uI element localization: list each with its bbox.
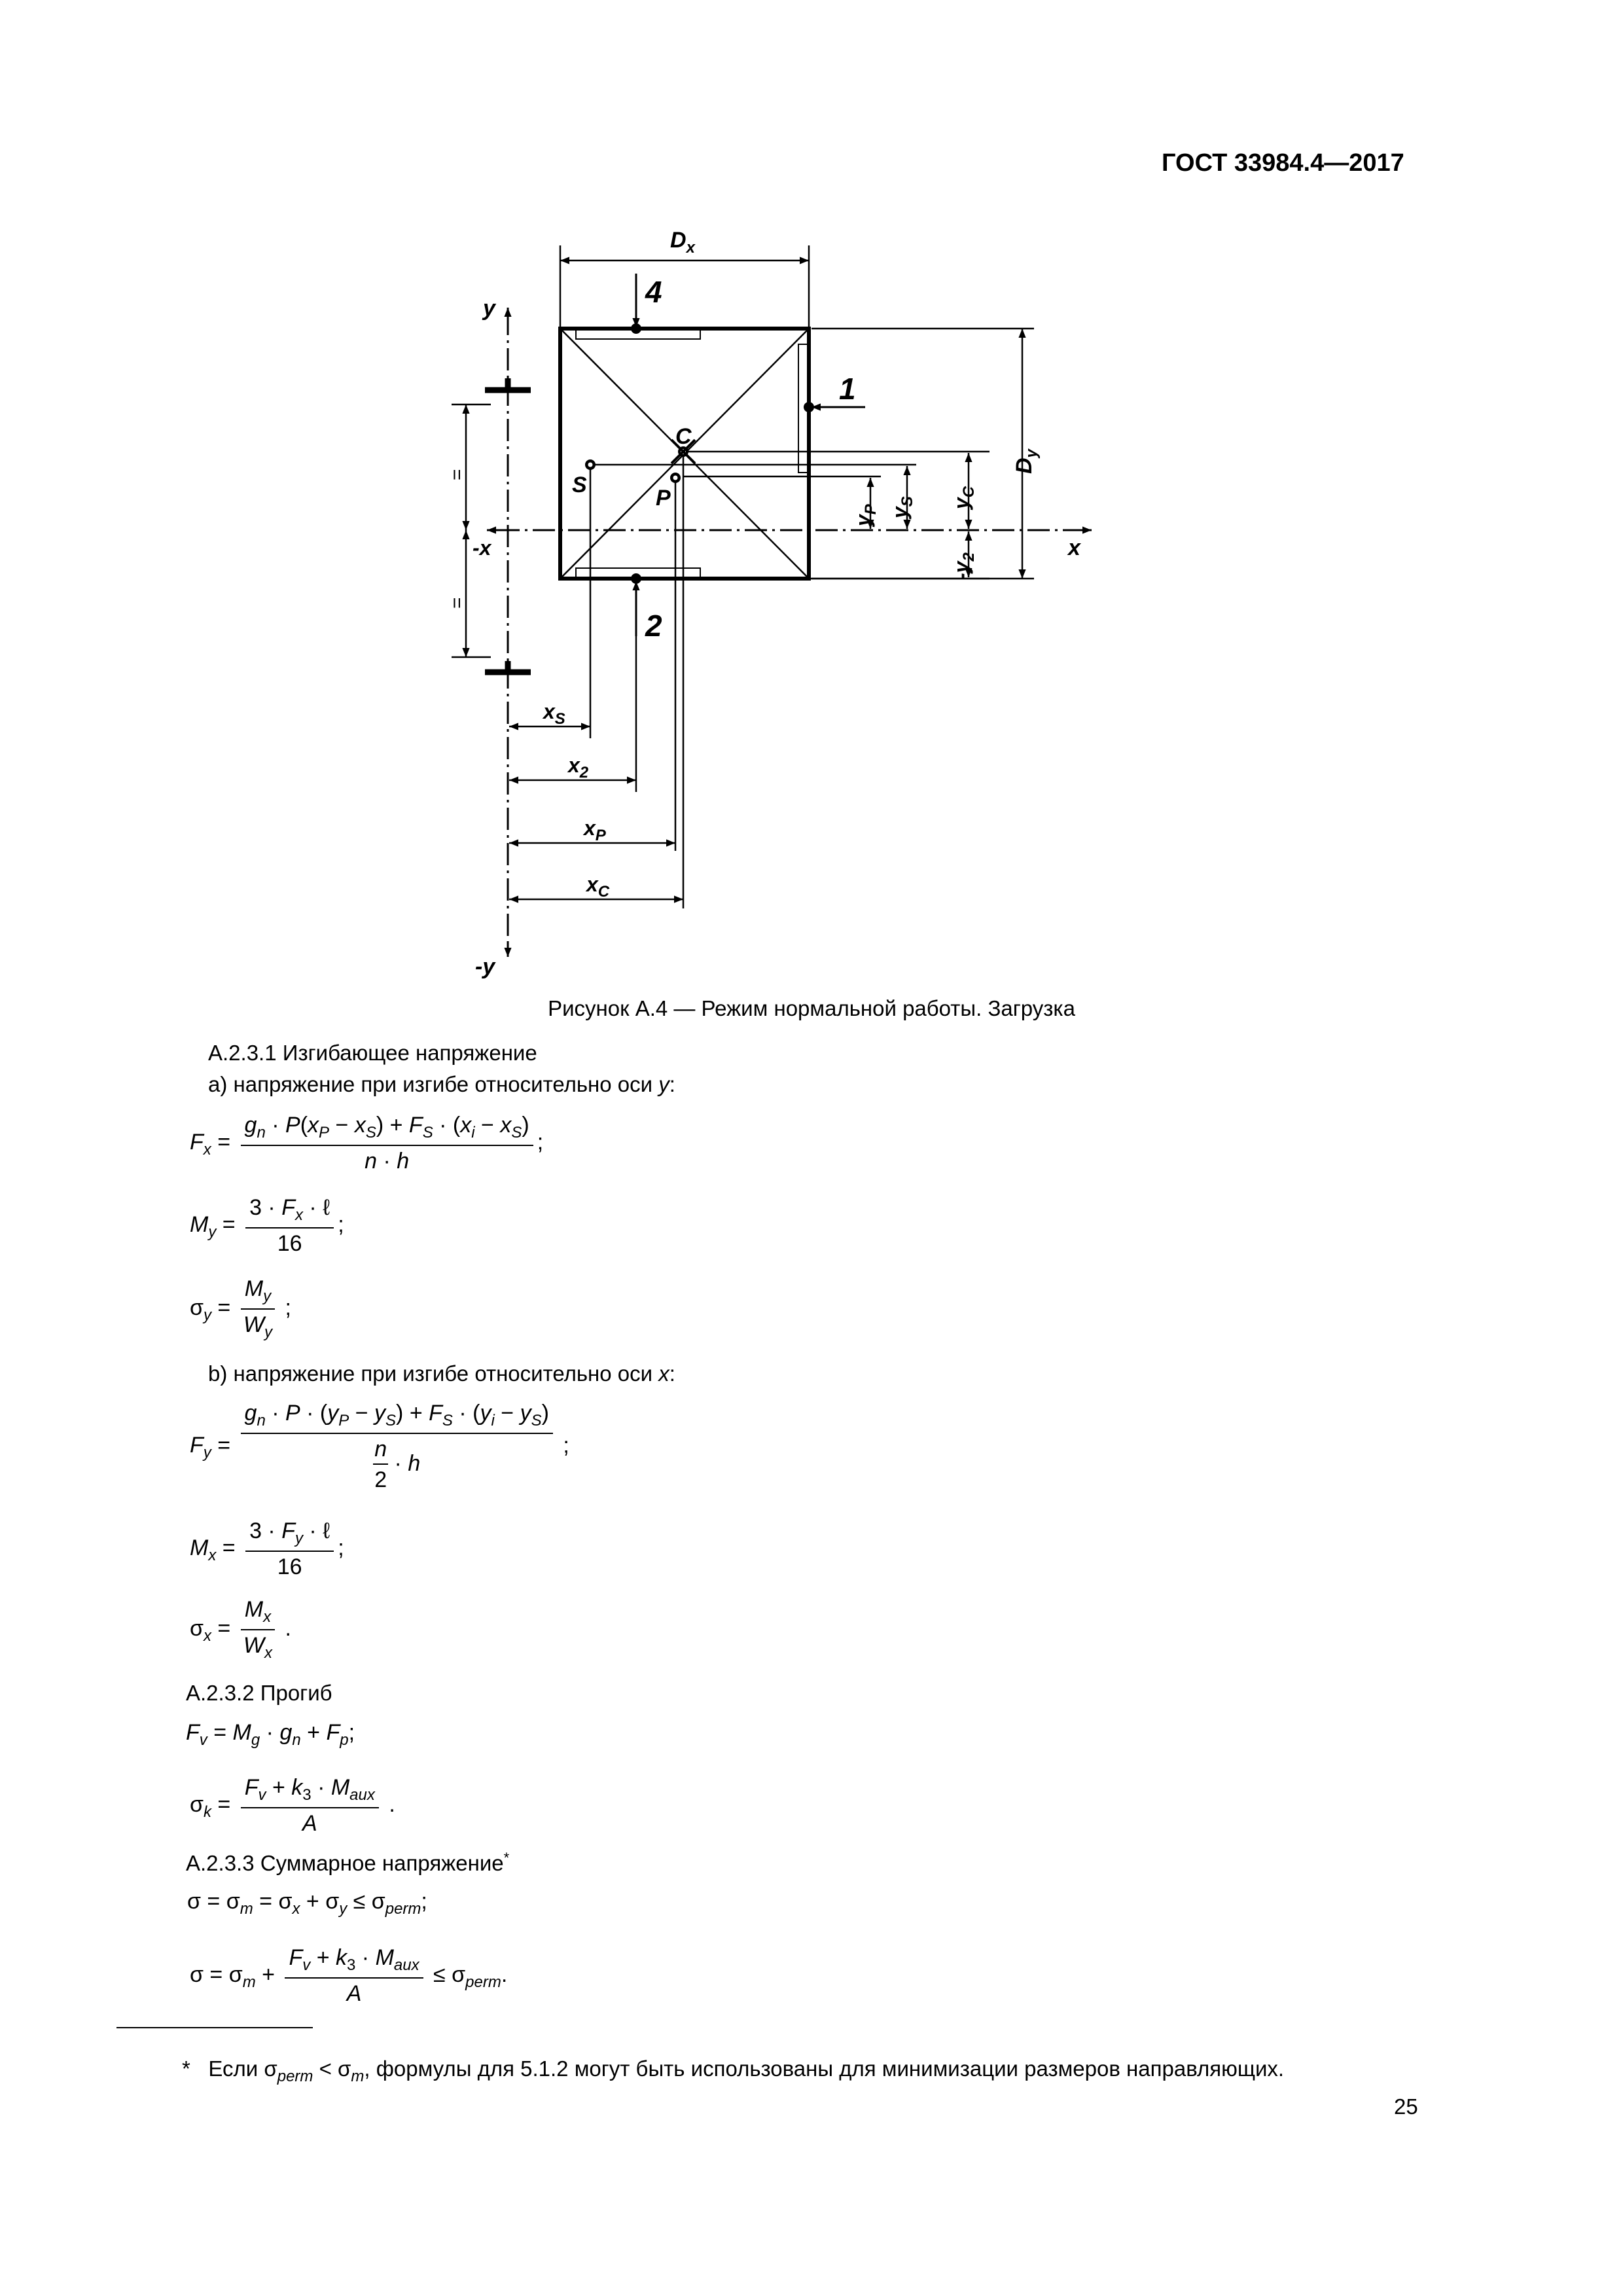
label-P: P xyxy=(656,486,671,511)
equal-distance-dims xyxy=(452,404,491,657)
footnote: * Если $\sigma_{perm} < \sigma_m$, формулы для 5.1.2 могут быть использованы для минимизации размеров направляющих. xyxy=(182,2056,1285,2085)
dx-dimension xyxy=(560,245,809,327)
formula-fv: $F_v = M_g \cdot g_n + F_p$; xyxy=(186,1720,355,1749)
label-yS: $y_S$ xyxy=(888,496,916,518)
points xyxy=(585,323,814,584)
label-neg-x-axis: -x xyxy=(473,536,491,560)
dy-dimension xyxy=(812,329,1034,579)
point-S-inner xyxy=(588,463,593,467)
formula-fy: $F_y$ = $g_n \cdot P \cdot (y_P - y_S) + F_S \cdot (y_i - y_S)$ $\frac{n}{2}$ · h ; xyxy=(190,1401,569,1492)
label-yC: $y_C$ xyxy=(950,486,978,509)
label-xS: $x_S$ xyxy=(543,700,565,728)
point-P-inner xyxy=(673,476,678,480)
label-neg-y2: $-y_2$ xyxy=(950,552,978,580)
section-a232-title: А.2.3.2 Прогиб xyxy=(186,1681,332,1705)
footnote-rule xyxy=(116,2027,313,2028)
y-dimensions xyxy=(870,453,969,577)
label-dy: $D_y$ xyxy=(1012,449,1041,474)
section-a231-title: А.2.3.1 Изгибающее напряжение xyxy=(208,1041,537,1065)
label-load-2: 2 xyxy=(645,609,662,643)
formula-sigma-x: $\sigma_x$ = $\frac{M_x}{W_x}$ . xyxy=(190,1597,291,1662)
label-xP: $x_P$ xyxy=(584,816,606,844)
formula-sigma-y: $\sigma_y$ = $\frac{M_y}{W_y}$ ; xyxy=(190,1276,291,1341)
standard-number: ГОСТ 33984.4—2017 xyxy=(1162,149,1404,177)
label-dx: $D_x$ xyxy=(670,228,695,257)
figure-caption: Рисунок А.4 — Режим нормальной работы. Загрузка xyxy=(548,996,1075,1020)
formula-sigma-total: $\sigma = \sigma_m = \sigma_x + \sigma_y \le \sigma_{perm}$; xyxy=(187,1889,427,1918)
page-number: 25 xyxy=(1394,2094,1418,2119)
formula-fx: $F_x$ = $\frac{g_n \cdot P(x_P - x_S) + F_S \cdot (x_i - x_S)}{n \cdot h}$ ; xyxy=(190,1113,544,1174)
label-neg-y-axis: -y xyxy=(475,954,495,979)
formula-sigma-perm: $\sigma = \sigma_m$ + $\frac{F_v + k_3 \cdot M_{aux}}{A}$ ≤ $\sigma_{perm}$. xyxy=(190,1945,508,2006)
item-a-text: а) напряжение при изгибе относительно оси y: xyxy=(208,1072,675,1096)
footnote-ref: * xyxy=(503,1850,510,1866)
label-S: S xyxy=(572,473,587,497)
extension-lines xyxy=(590,452,990,908)
label-yP: $y_P$ xyxy=(851,504,880,526)
label-equal-top: = xyxy=(446,469,468,480)
point-4 xyxy=(631,323,641,334)
item-a-axis: y xyxy=(658,1072,669,1096)
label-load-1: 1 xyxy=(839,372,856,406)
label-xC: $x_C$ xyxy=(586,872,610,901)
center-lines xyxy=(497,313,1092,942)
section-a233-title: А.2.3.3 Суммарное напряжение* xyxy=(186,1850,510,1875)
point-2 xyxy=(631,573,641,584)
label-x-axis: x xyxy=(1068,535,1080,560)
formula-mx: $M_x$ = $\frac{3 \cdot F_y \cdot \ell}{16}$ ; xyxy=(190,1518,344,1579)
formula-sigma-k: $\sigma_k$ = $\frac{F_v + k_3 \cdot M_{aux}}{A}$ . xyxy=(190,1775,395,1836)
label-load-4: 4 xyxy=(645,275,662,309)
point-1 xyxy=(804,402,814,412)
item-b-axis: x xyxy=(658,1361,669,1386)
figure-a4-diagram xyxy=(0,0,1623,995)
label-x2: $x_2$ xyxy=(568,753,589,781)
formula-my: $M_y$ = $\frac{3 \cdot F_x \cdot \ell}{16}$ ; xyxy=(190,1195,344,1256)
label-C: C xyxy=(675,424,692,449)
label-y-axis: y xyxy=(483,296,495,321)
label-equal-bottom: = xyxy=(446,597,468,609)
door-outlines xyxy=(576,329,809,579)
item-b-text: b) напряжение при изгибе относительно оси x: xyxy=(208,1361,675,1386)
